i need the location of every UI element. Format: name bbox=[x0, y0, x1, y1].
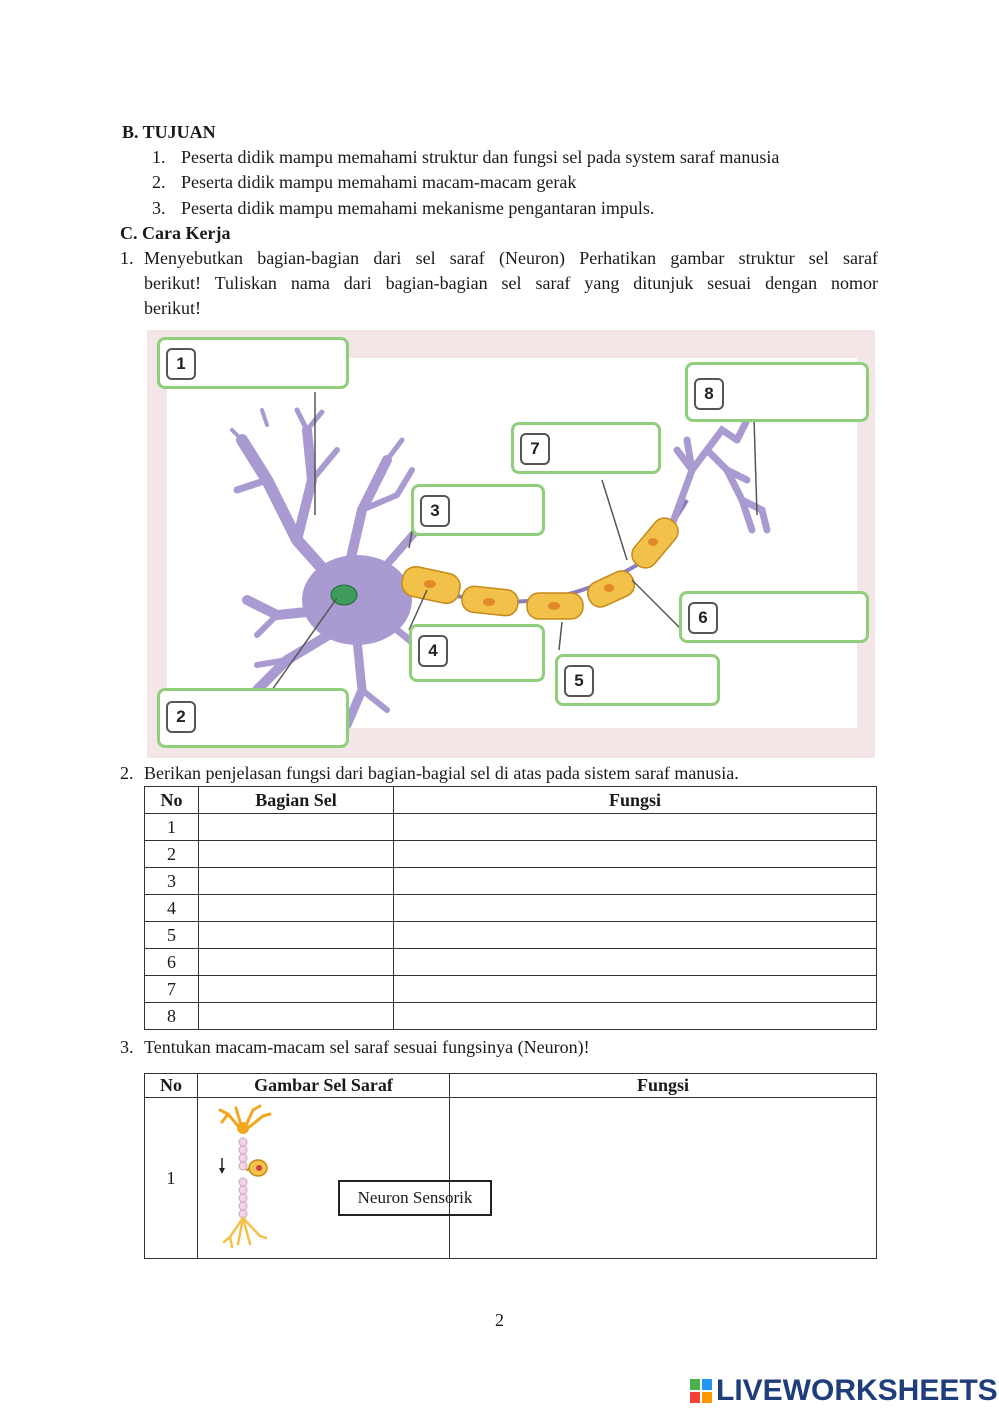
label-number: 3 bbox=[420, 495, 450, 527]
table-row bbox=[145, 868, 877, 895]
question-3-text: Tentukan macam-macam sel saraf sesuai fungsinya (Neuron)! bbox=[144, 1037, 590, 1057]
objective-number: 2. bbox=[152, 172, 166, 192]
objective-text: Peserta didik mampu memahami struktur dan fungsi sel pada system saraf manusia bbox=[181, 147, 780, 167]
objective-text: Peserta didik mampu memahami mekanisme pengantaran impuls. bbox=[181, 198, 655, 218]
function-cell[interactable] bbox=[394, 976, 877, 1003]
label-number: 4 bbox=[418, 635, 448, 667]
label-number: 8 bbox=[694, 378, 724, 410]
page-number: 2 bbox=[495, 1310, 504, 1330]
table-row bbox=[145, 922, 877, 949]
part-cell[interactable] bbox=[199, 841, 394, 868]
table-header-part: Bagian Sel bbox=[199, 787, 394, 814]
row-number: 6 bbox=[145, 949, 199, 976]
question-1-line: Menyebutkan bagian-bagian dari sel saraf (Neuron) Perhatikan gambar struktur sel saraf bbox=[144, 248, 878, 268]
question-1-line: berikut! bbox=[144, 298, 201, 318]
label-number: 5 bbox=[564, 665, 594, 697]
row-number: 1 bbox=[145, 814, 199, 841]
function-cell[interactable] bbox=[394, 949, 877, 976]
liveworksheets-brand bbox=[690, 1374, 998, 1408]
table-row bbox=[145, 976, 877, 1003]
label-box-6[interactable] bbox=[679, 591, 869, 643]
label-number: 7 bbox=[520, 433, 550, 465]
table-header-no: No bbox=[145, 787, 199, 814]
question-3-number: 3. bbox=[120, 1037, 134, 1057]
objective-number: 1. bbox=[152, 147, 166, 167]
row-number: 4 bbox=[145, 895, 199, 922]
label-box-1[interactable] bbox=[157, 337, 349, 389]
table-row bbox=[145, 949, 877, 976]
label-box-2[interactable] bbox=[157, 688, 349, 748]
section-c-heading: C. Cara Kerja bbox=[120, 223, 231, 243]
function-cell[interactable] bbox=[394, 895, 877, 922]
part-cell[interactable] bbox=[199, 868, 394, 895]
neuron-image-cell bbox=[198, 1098, 473, 1259]
section-b-heading: B. TUJUAN bbox=[122, 122, 216, 142]
function-cell[interactable] bbox=[394, 922, 877, 949]
question-2-text: Berikan penjelasan fungsi dari bagian-bagial sel di atas pada sistem saraf manusia. bbox=[144, 763, 739, 783]
objective-text: Peserta didik mampu memahami macam-macam gerak bbox=[181, 172, 577, 192]
brand-name: LIVEWORKSHEETS bbox=[716, 1374, 998, 1407]
part-cell[interactable] bbox=[199, 895, 394, 922]
question-1-number: 1. bbox=[120, 248, 134, 268]
question-1-line: berikut! Tuliskan nama dari bagian-bagian sel saraf yang ditunjuk sesuai dengan nomor bbox=[144, 273, 878, 293]
label-number: 1 bbox=[166, 348, 196, 380]
table-row bbox=[145, 814, 877, 841]
label-number: 6 bbox=[688, 602, 718, 634]
table-header-image: Gambar Sel Saraf bbox=[198, 1074, 450, 1098]
table-header-function: Fungsi bbox=[450, 1074, 877, 1098]
function-cell[interactable] bbox=[394, 868, 877, 895]
function-cell[interactable] bbox=[450, 1098, 877, 1259]
part-cell[interactable] bbox=[199, 949, 394, 976]
neuron-types-table bbox=[144, 1073, 877, 1259]
label-box-4[interactable] bbox=[409, 624, 545, 682]
function-cell[interactable] bbox=[394, 1003, 877, 1030]
part-cell[interactable] bbox=[199, 922, 394, 949]
label-box-5[interactable] bbox=[555, 654, 720, 706]
table-header-no: No bbox=[145, 1074, 198, 1098]
neuron-type-label: Neuron Sensorik bbox=[338, 1180, 492, 1216]
table-header-function: Fungsi bbox=[394, 787, 877, 814]
table-row bbox=[145, 1003, 877, 1030]
table-row bbox=[145, 1098, 877, 1259]
function-cell[interactable] bbox=[394, 814, 877, 841]
label-box-8[interactable] bbox=[685, 362, 869, 422]
row-number: 1 bbox=[145, 1098, 198, 1259]
table-row bbox=[145, 841, 877, 868]
part-cell[interactable] bbox=[199, 814, 394, 841]
row-number: 8 bbox=[145, 1003, 199, 1030]
sensory-neuron-icon bbox=[208, 1102, 278, 1252]
part-cell[interactable] bbox=[199, 976, 394, 1003]
row-number: 5 bbox=[145, 922, 199, 949]
parts-function-table bbox=[144, 786, 877, 1030]
question-2-number: 2. bbox=[120, 763, 134, 783]
row-number: 2 bbox=[145, 841, 199, 868]
liveworksheets-logo-icon bbox=[690, 1379, 712, 1403]
neuron-figure bbox=[147, 330, 875, 758]
objective-number: 3. bbox=[152, 198, 166, 218]
label-box-3[interactable] bbox=[411, 484, 545, 536]
table-row bbox=[145, 895, 877, 922]
row-number: 3 bbox=[145, 868, 199, 895]
label-number: 2 bbox=[166, 701, 196, 733]
label-box-7[interactable] bbox=[511, 422, 661, 474]
row-number: 7 bbox=[145, 976, 199, 1003]
function-cell[interactable] bbox=[394, 841, 877, 868]
part-cell[interactable] bbox=[199, 1003, 394, 1030]
